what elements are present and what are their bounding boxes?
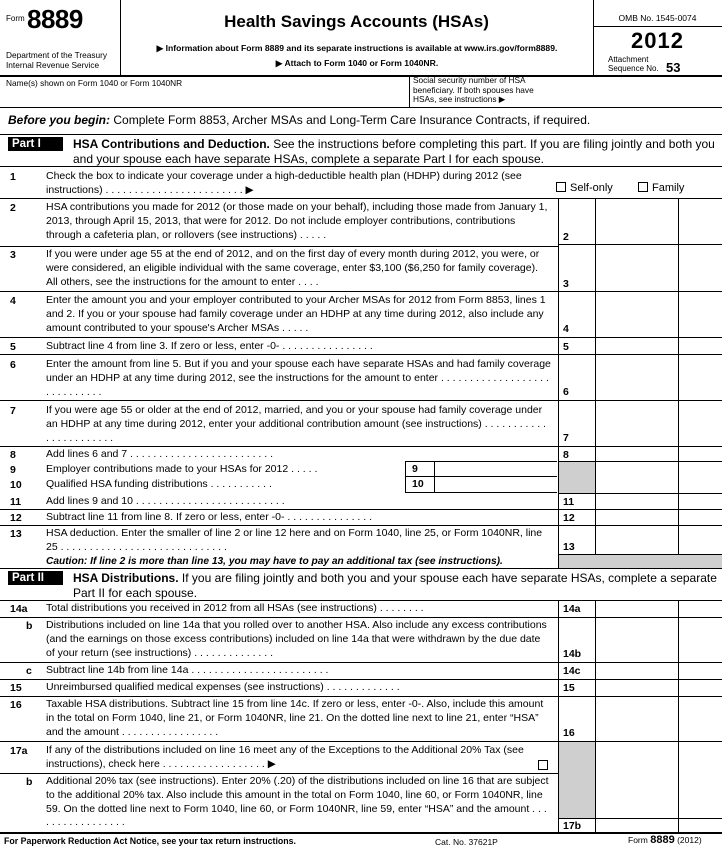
info-line: ▶ Information about Form 8889 and its separate instructions is available at www.irs.gov/form8889. [156,43,558,53]
line-number: c [26,665,32,677]
line-13-amount[interactable] [597,540,717,554]
line-number: 16 [10,699,22,711]
attach-line: ▶ Attach to Form 1040 or Form 1040NR. [275,58,439,68]
line-number: 11 [10,496,22,508]
box-label-9: 9 [405,461,435,477]
line-number: 13 [10,528,22,540]
line-number: 8 [10,449,16,461]
line-13-text [46,527,551,555]
line-17a-checkbox[interactable] [538,760,548,770]
line-15-text: Unreimbursed qualified medical expenses (see instructions) . . . . . . . . . . . . . [46,681,400,693]
line-9-text: Employer contributions made to your HSAs for 2012 . . . . . [46,463,318,475]
sequence-number: 53 [666,60,681,75]
line-2-amount[interactable] [597,230,717,244]
omb-number: OMB No. 1545-0074 [618,13,697,23]
box-label-10: 10 [405,476,435,493]
family-option[interactable] [638,182,684,194]
line-14b-text: Distributions included on line 14a that you rolled over to another HSA. Also include any excess contributions (and the earnings on those excess contributions) included on line 14a that were withdrawn by the due date of your return (see instructions) . . . . . . . . . . . . . . [46,619,547,659]
line-4-text: Enter the amount you and your employer contributed to your Archer MSAs for 2012 from Form 8853, lines 1 and 2. If you or your spouse had family coverage under an HDHP at any time during 2012, also include any amount contributed to your spouse's Archer MSAs . . . . . [46,294,546,334]
form-number: 8889 [27,4,83,34]
name-input[interactable] [4,90,404,105]
caution-text: Caution: If line 2 is more than line 13, you may have to pay an additional tax (see instructions). [46,556,503,567]
line-8-text: Add lines 6 and 7 . . . . . . . . . . . . . . . . . . . . . . . . . [46,448,274,460]
box-label-15: 15 [563,682,575,694]
line-14c-text: Subtract line 14b from line 14a . . . . . . . . . . . . . . . . . . . . . . . . [46,664,329,676]
line-6-text: Enter the amount from line 5. But if you and your spouse each have separate HSAs and had family coverage under an HDHP at any time during 2012, see the instructions for the amount to enter . . . . . . . . . . . . . . . . . . . . . . . . . . . . . [46,358,551,398]
ssn-label: Social security number of HSA beneficiary. If both spouses have HSAs, see instructions ▶ [413,75,534,105]
line-17b-text: Additional 20% tax (see instructions). Enter 20% (.20) of the distributions included on line 16 that are subject to the additional 20% tax. Also include this amount in the total on Form 1040, line 60, or Form 1040NR, line 59. On the dotted line next to Form 1040, line 60, or Form 1040NR, line 59, enter “HSA” and the amount . . . . . . . . . . . . . . . . . [46,775,549,829]
line-12-text: Subtract line 11 from line 8. If zero or less, enter -0- . . . . . . . . . . . . . . . [46,511,373,523]
tax-year: 2012 [631,28,684,53]
line-9-amount[interactable] [435,461,557,477]
line-13-body: HSA deduction. Enter the smaller of line 2 or line 12 here and on Form 1040, line 25, or Form 1040NR, line 25 . . . . . . . . . . . . . . . . . . . . . . . . . . . . . [46,527,543,553]
line-17b-amount[interactable] [597,819,717,832]
line-14a-text: Total distributions you received in 2012 from all HSAs (see instructions) . . . . . . . . [46,602,424,614]
line-number: 7 [10,405,16,417]
before-you-begin [8,113,590,127]
box-label-14b: 14b [563,648,582,660]
line-number: 14a [10,603,28,615]
part1-description: See the instructions before completing this part. If you are filing jointly and both you and your spouse each have separate HSAs, complete a separate Part I for each spouse. [73,137,715,166]
family-label: Family [652,182,685,194]
box-label-2: 2 [563,231,569,243]
line-16-amount[interactable] [597,726,717,740]
line-number: 15 [10,682,22,694]
before-label: Before you begin: [8,113,111,127]
line-2-text: HSA contributions you made for 2012 (or those made on your behalf), including those made from January 1, 2013, through April 15, 2013, that were for 2012. Do not include employer contributions, contributions through a cafeteria plan, or rollovers (see instructions) . . . . . [46,201,548,241]
line-number: 9 [10,464,16,476]
sequence-label: Sequence No. [608,64,659,73]
part2-label: Part II [8,571,63,585]
line-number: 2 [10,202,16,214]
box-label-5: 5 [563,341,569,353]
line-10-text: Qualified HSA funding distributions . . . . . . . . . . . [46,478,272,490]
line-6-amount[interactable] [597,385,717,399]
line-7-text: If you were age 55 or older at the end of 2012, married, and you or your spouse had family coverage under an HDHP at any time during 2012, enter your additional contribution amount (see instructions) . . . . . . . . . . . . . . . . . . . . . . . [46,404,546,444]
box-label-8: 8 [563,449,569,461]
line-15-amount[interactable] [597,681,717,695]
before-text: Complete Form 8853, Archer MSAs and Long-Term Care Insurance Contracts, if required. [113,113,591,127]
irs-line: Internal Revenue Service [6,60,100,70]
line-number: 4 [10,295,16,307]
line-14a-amount[interactable] [597,602,717,616]
department-line: Department of the Treasury [6,50,107,60]
line-12-amount[interactable] [597,510,717,524]
line-number: 6 [10,359,16,371]
catalog-number: Cat. No. 37621P [435,837,498,847]
self-only-option[interactable] [556,182,613,194]
line-number: b [26,620,33,632]
box-label-17b: 17b [563,820,582,832]
footer-form-number: 8889 [650,834,675,846]
line-number: 3 [10,249,16,261]
line-number: 12 [10,512,22,524]
line-14c-amount[interactable] [597,664,717,678]
part1-title: HSA Contributions and Deduction. [73,137,270,151]
line-3-text: If you were under age 55 at the end of 2012, and on the first day of every month during 2012, you were, or were considered, an eligible individual with the same coverage, enter $3,100 ($6,250 for family coverage). All others, see the instructions for the amount to enter . . . . [46,248,540,288]
attachment-label: Attachment [608,55,649,64]
form-header [0,0,722,76]
footer-form [628,834,702,846]
line-5-amount[interactable] [597,340,717,354]
line-5-text: Subtract line 4 from line 3. If zero or less, enter -0- . . . . . . . . . . . . . . . . [46,340,373,352]
line-number: 5 [10,341,16,353]
form-word: Form [6,14,25,23]
line-8-amount[interactable] [597,448,717,461]
box-label-7: 7 [563,432,569,444]
box-label-6: 6 [563,386,569,398]
part2-heading [73,571,718,600]
part2-description: If you are filing jointly and both you and your spouse each have separate HSAs, complete a separate Part II for each spouse. [73,571,717,600]
paperwork-notice: For Paperwork Reduction Act Notice, see your tax return instructions. [4,836,296,846]
box-label-12: 12 [563,512,575,524]
family-checkbox[interactable] [638,182,648,192]
line-16-text: Taxable HSA distributions. Subtract line 15 from line 14c. If zero or less, enter -0-. Also, include this amount in the total on Form 1040, line 21, or Form 1040NR, line 21. On the dotted line next to line 21, enter “HSA” and the amount . . . . . . . . . . . . . . . . . [46,698,544,738]
line-17a-text: If any of the distributions included on line 16 meet any of the Exceptions to the Additional 20% Tax (see instructions), check here . . . . . . . . . . . . . . . . . . ▶ [46,744,524,770]
box-label-16: 16 [563,727,575,739]
form-title: Health Savings Accounts (HSAs) [224,12,489,31]
ssn-input[interactable] [560,80,718,105]
line-number: b [26,776,33,788]
line-4-amount[interactable] [597,322,717,336]
line-7-amount[interactable] [597,431,717,445]
line-number: 1 [10,171,16,183]
line1-text: Check the box to indicate your coverage under a high-deductible health plan (HDHP) during 2012 (see instructions) . . . . . . . . . . . . . . . . . . . . . . . . ▶ [46,170,522,196]
line-14b-amount[interactable] [597,647,717,661]
box-label-14a: 14a [563,603,581,615]
self-only-checkbox[interactable] [556,182,566,192]
footer-year: (2012) [677,835,702,845]
name-label: Name(s) shown on Form 1040 or Form 1040NR [6,78,183,88]
line-number: 10 [10,479,22,491]
line-number: 17a [10,745,28,757]
part1-heading [73,137,718,166]
box-label-14c: 14c [563,665,581,677]
part2-title: HSA Distributions. [73,571,179,585]
box-label-11: 11 [563,496,575,508]
line-3-amount[interactable] [597,277,717,291]
box-label-13: 13 [563,541,575,553]
line-11-text: Add lines 9 and 10 . . . . . . . . . . . . . . . . . . . . . . . . . . [46,495,285,507]
box-label-4: 4 [563,323,569,335]
box-label-3: 3 [563,278,569,290]
footer-form-word: Form [628,835,648,845]
self-only-label: Self-only [570,182,613,194]
line-10-amount[interactable] [435,476,557,493]
line-11-amount[interactable] [597,494,717,508]
part1-label: Part I [8,137,63,151]
